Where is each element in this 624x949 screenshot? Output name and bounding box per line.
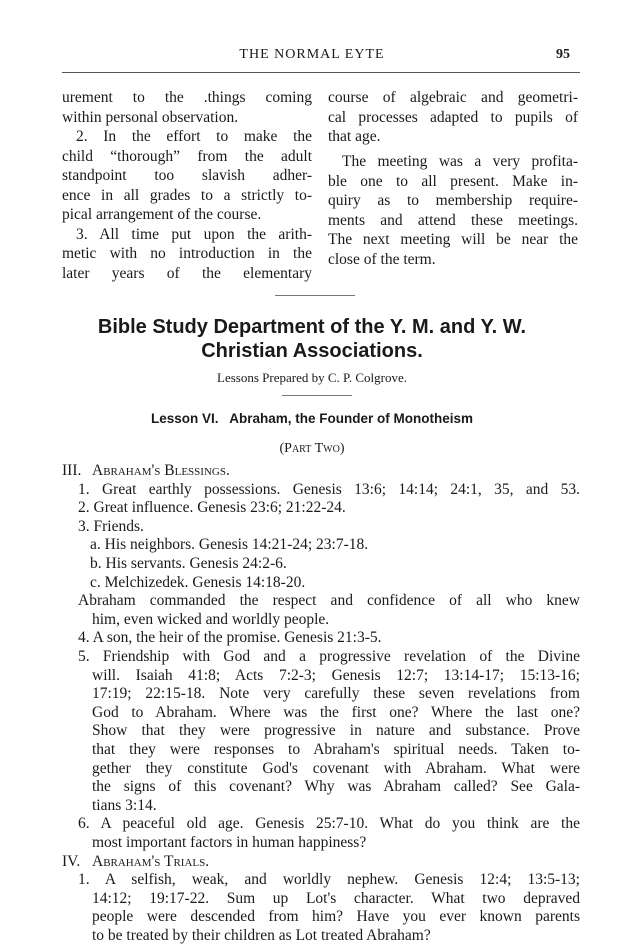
text-line: ments and attend these meetings. bbox=[328, 211, 578, 229]
text-line: 3. All time put upon the arith- bbox=[76, 225, 312, 243]
text-line: child “thorough” from the adult bbox=[62, 147, 312, 165]
text-line: close of the term. bbox=[328, 250, 436, 268]
text-line: to be treated by their children as Lot treated Abraham? bbox=[92, 927, 431, 944]
text-line: b. His servants. Genesis 24:2-6. bbox=[90, 555, 287, 572]
text-line: ence in all grades to a strictly to- bbox=[62, 186, 312, 204]
text-line: Show that they were progressive in nature and substance. Prove bbox=[92, 722, 580, 740]
text-line: course of algebraic and geometri- bbox=[328, 89, 578, 106]
text-line: The meeting was a very profita- bbox=[342, 153, 578, 170]
lesson-title: Lesson VI. Abraham, the Founder of Monotheism bbox=[150, 411, 474, 426]
text-line: that they were responses to Abraham's spiritual needs. Taken to- bbox=[92, 741, 580, 758]
page-number: 95 bbox=[556, 47, 570, 62]
section-divider bbox=[275, 295, 355, 296]
text-line: 5. Friendship with God and a progressive revelation of the Divine bbox=[78, 648, 580, 665]
text-line: 2. Great influence. Genesis 23:6; 21:22-24. bbox=[78, 499, 346, 517]
text-line: gether they constitute God's covenant with Abraham. What were bbox=[92, 759, 580, 777]
text-line: 6. A peaceful old age. Genesis 25:7-10. What do you think are the bbox=[78, 815, 580, 833]
section-number: III. bbox=[62, 462, 82, 479]
text-line: him, even wicked and worldly people. bbox=[92, 610, 330, 628]
text-line: pical arrangement of the course. bbox=[62, 206, 262, 223]
text-line: 1. Great earthly possessions. Genesis 13:6; 14:14; 24:1, 35, and 53. bbox=[78, 480, 580, 498]
part-label: (Part Two) bbox=[279, 441, 345, 456]
text-line: later years of the elementary bbox=[62, 264, 312, 282]
article-title-line-2: Christian Associations. bbox=[201, 340, 423, 362]
text-line: standpoint too slavish adher- bbox=[62, 167, 312, 184]
section-number: IV. bbox=[62, 852, 81, 870]
text-line: tians 3:14. bbox=[92, 796, 157, 814]
text-line: most important factors in human happiness? bbox=[92, 834, 367, 851]
text-line: God to Abraham. Where was the first one? Where the last one? bbox=[92, 703, 580, 721]
section-heading: Abraham's Trials. bbox=[92, 852, 210, 870]
text-line: c. Melchizedek. Genesis 14:18-20. bbox=[90, 573, 306, 591]
text-line: will. Isaiah 41:8; Acts 7:2-3; Genesis 12:7; 13:14-17; 15:13-16; bbox=[92, 666, 580, 684]
text-line: ble one to all present. Make in- bbox=[328, 172, 578, 190]
text-line: quiry as to membership require- bbox=[328, 192, 578, 209]
text-line: 2. In the effort to make the bbox=[76, 128, 312, 145]
text-line: within personal observation. bbox=[62, 108, 239, 126]
text-line: that age. bbox=[328, 128, 381, 145]
text-line: 4. A son, the heir of the promise. Genesis 21:3-5. bbox=[78, 629, 382, 647]
text-line: 17:19; 22:15-18. Note very carefully these seven revelations from bbox=[92, 685, 580, 703]
text-line: metic with no introduction in the bbox=[62, 245, 312, 262]
section-heading: Abraham's Blessings. bbox=[92, 462, 230, 479]
text-line: urement to the .things coming bbox=[62, 89, 312, 106]
text-line: people were descended from him? Have you ever known parents bbox=[92, 908, 580, 926]
byline: Lessons Prepared by C. P. Colgrove. bbox=[217, 370, 407, 385]
byline-divider bbox=[282, 395, 352, 396]
text-line: The next meeting will be near the bbox=[328, 231, 578, 248]
article-title-line-1: Bible Study Department of the Y. M. and Y. W. bbox=[97, 316, 527, 338]
text-line: Abraham commanded the respect and confidence of all who knew bbox=[78, 592, 580, 610]
running-header-title: THE NORMAL EYTE bbox=[239, 47, 385, 62]
text-line: cal processes adapted to pupils of bbox=[328, 108, 578, 126]
header-rule bbox=[62, 72, 580, 73]
text-line: 1. A selfish, weak, and worldly nephew. Genesis 12:4; 13:5-13; bbox=[78, 871, 580, 889]
text-line: a. His neighbors. Genesis 14:21-24; 23:7-18. bbox=[90, 536, 369, 554]
text-line: 14:12; 19:17-22. Sum up Lot's character. What two depraved bbox=[92, 889, 580, 907]
text-line: 3. Friends. bbox=[78, 517, 144, 535]
text-line: the signs of this covenant? Why was Abraham called? See Gala- bbox=[92, 778, 580, 796]
